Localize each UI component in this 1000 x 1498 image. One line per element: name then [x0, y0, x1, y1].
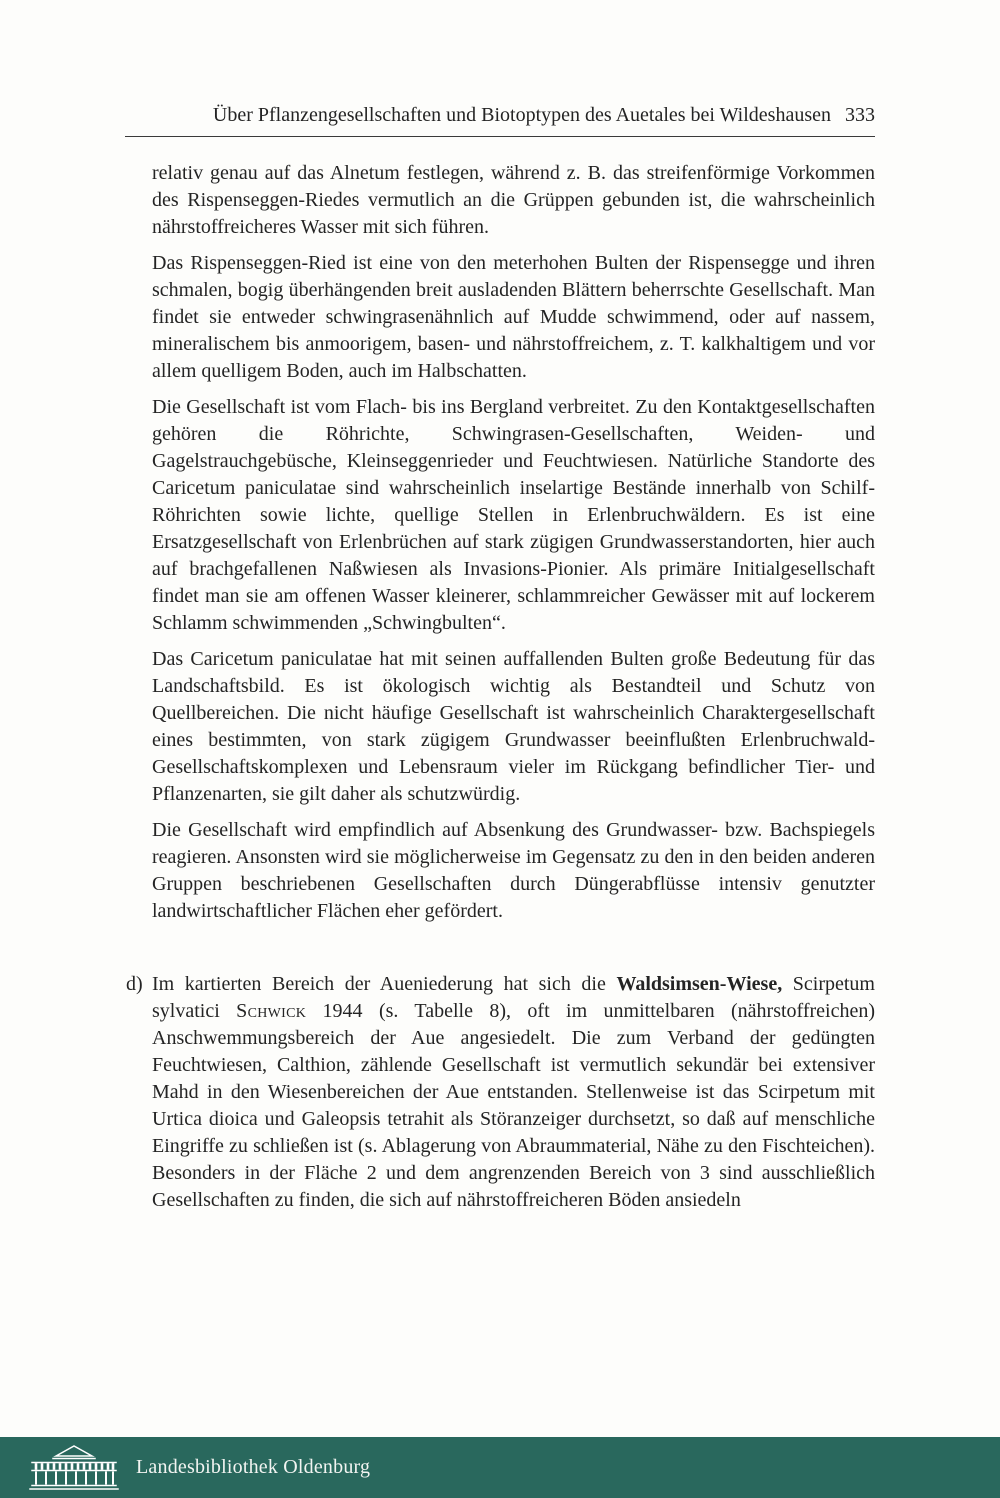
body-paragraph: Die Gesellschaft ist vom Flach- bis ins Bergland verbreitet. Zu den Kontaktgesellschaften gehören die Röhrichte, Schwingrasen-Gesellschaften, Weiden- und Gagelstrauchgebüsche, Kleinseggenrieder und Feuchtwiesen. Natürliche Standorte des Caricetum paniculatae sind wahrscheinlich inselartige Bestände innerhalb von Schilf-Röhrichten sowie lichte, quellige Stellen in Erlenbruchwäldern. Es ist eine Ersatzgesellschaft von Erlenbrüchen auf stark zügigen Grundwasserstandorten, hier auch auf brachgefallenen Naßwiesen als Invasions-Pionier. Als primäre Initialgesellschaft findet man sie am offenen Wasser kleinerer, schlammreicher Gewässer mit auf lockerem Schlamm schwimmenden „Schwingbulten“.: [152, 396, 875, 634]
list-item-d-label: d): [126, 973, 143, 995]
item-d-text-post: 1944 (s. Tabelle 8), oft im unmittelbaren (nährstoffreichen) Anschwemmungsbereich der Aue angesiedelt. Die zum Verband der gedüngten Feuchtwiesen, Calthion, zählende Gesellschaft ist vermutlich sekundär bei extensiver Mahd in den Wiesenbereichen der Aue entstanden. Stellenweise ist das Scirpetum mit Urtica dioica und Galeopsis tetrahit als Störanzeiger durchsetzt, so daß auf menschliche Eingriffe zu schließen ist (s. Ablagerung von Abraummaterial, Nähe zu den Fischteichen). Besonders in der Fläche 2 und dem angrenzenden Bereich von 3 sind ausschließlich Gesellschaften zu finden, die sich auf nährstoffreicheren Böden ansiedeln: [152, 1000, 875, 1211]
library-footer-bar: [0, 1437, 1000, 1498]
body-paragraph: Das Caricetum paniculatae hat mit seinen auffallenden Bulten große Bedeutung für das Landschaftsbild. Es ist ökologisch wichtig als Bestandteil und Schutz von Quellbereichen. Die nicht häufige Gesellschaft ist wahrscheinlich Charaktergesellschaft eines bestimmten, von stark zügigem Grundwasser beeinflußten Erlenbruchwald-Gesellschaftskomplexen und Lebensraum vieler im Rückgang befindlicher Tier- und Pflanzenarten, sie gilt daher als schutzwürdig.: [152, 648, 875, 805]
body-paragraph: relativ genau auf das Alnetum festlegen, während z. B. das streifenförmige Vorkommen des Rispenseggen-Riedes vermutlich an die Grüppen gebunden ist, die wahrscheinlich nährstoffreicheres Wasser mit sich führen.: [152, 162, 875, 238]
item-d-text-mid: Scirpetum sylvatici: [152, 973, 875, 1022]
item-d-author-smallcaps: Schwick: [236, 1000, 307, 1022]
running-head-title: Über Pflanzengesellschaften und Biotoptypen des Auetales bei Wildeshausen: [212, 104, 831, 126]
page-number: 333: [845, 104, 875, 126]
item-d-bold-term: Waldsimsen-Wiese,: [616, 973, 783, 995]
running-head-rule: [125, 136, 875, 137]
body-paragraph: Die Gesellschaft wird empfindlich auf Absenkung des Grundwasser- bzw. Bachspiegels reagieren. Ansonsten wird sie möglicherweise im Gegensatz zu den in den beiden anderen Gruppen beschriebenen Gesellschaften durch Düngerabflüsse intensiv genutzter landwirtschaftlicher Flächen eher gefördert.: [152, 819, 875, 922]
item-d-text-pre: Im kartierten Bereich der Aueniederung hat sich die: [152, 973, 617, 995]
running-head-line: [125, 103, 875, 127]
library-building-icon: [28, 1443, 120, 1493]
library-name: Landesbibliothek Oldenburg: [136, 1456, 371, 1478]
page-body: [126, 160, 875, 1223]
body-paragraph: Das Rispenseggen-Ried ist eine von den meterhohen Bulten der Rispensegge und ihren schmalen, bogig überhängenden breit ausladenden Blättern beherrschte Gesellschaft. Man findet sie entweder schwingrasenähnlich auf Mudde schwimmend, oder auf nassem, mineralischem bis anmoorigem, basen- und nährstoffreichem, z. T. kalkhaltigem und vor allem quelligem Boden, auch im Halbschatten.: [152, 252, 875, 382]
list-item-d: [126, 971, 875, 1223]
list-item-d-paragraph: [152, 971, 875, 1214]
running-head: [125, 103, 875, 137]
